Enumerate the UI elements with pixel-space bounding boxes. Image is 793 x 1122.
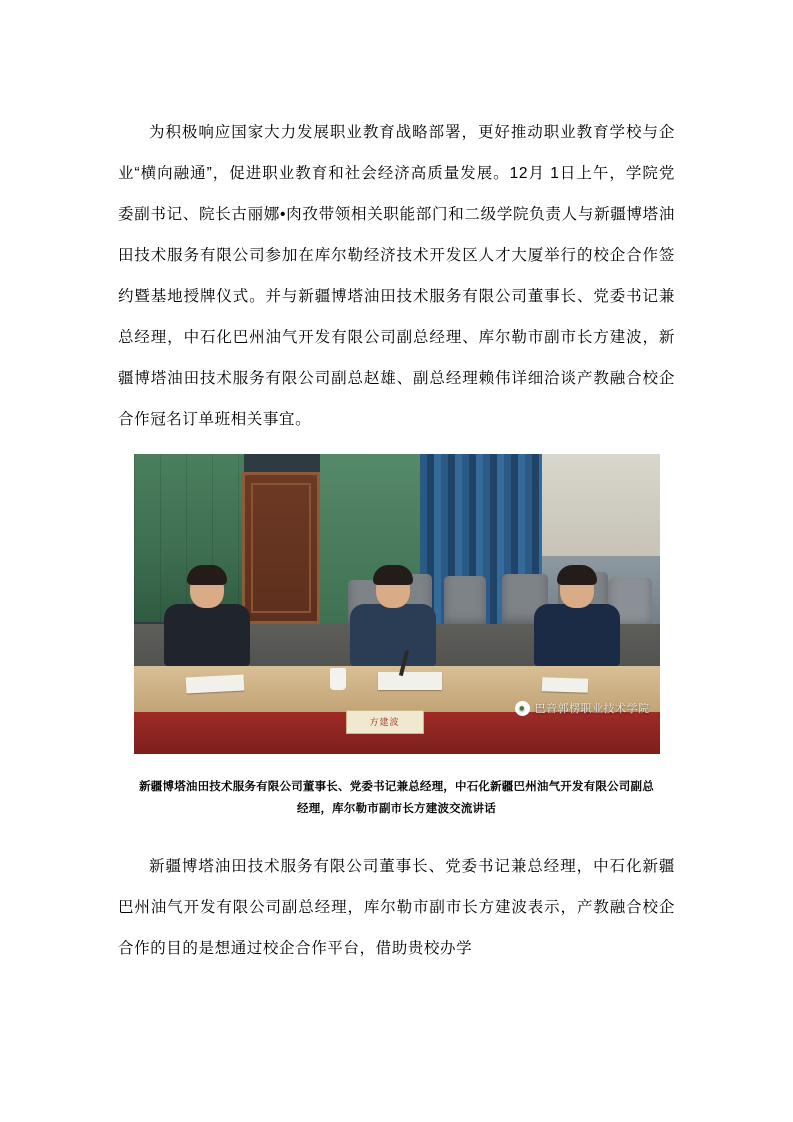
nameplate: 方建波 — [346, 710, 424, 734]
person-body — [350, 604, 436, 666]
cup — [330, 668, 346, 690]
figure-caption: 新疆博塔油田技术服务有限公司董事长、党委书记兼总经理，中石化新疆巴州油气开发有限公司副总经理，库尔勒市副市长方建波交流讲话 — [139, 781, 654, 815]
wechat-icon: ● — [515, 701, 530, 716]
person-head — [560, 570, 594, 608]
person-hair — [187, 565, 227, 585]
documents-on-table — [541, 677, 587, 693]
person-body — [534, 604, 620, 666]
person-hair — [557, 565, 597, 585]
person-hair — [373, 565, 413, 585]
person-left — [164, 570, 250, 666]
paragraph-second: 新疆博塔油田技术服务有限公司董事长、党委书记兼总经理，中石化新疆巴州油气开发有限公司副总经理，库尔勒市副市长方建波表示，产教融合校企合作的目的是想通过校企合作平台，借助贵校办学 — [118, 858, 675, 957]
person-body — [164, 604, 250, 666]
chair — [444, 576, 486, 630]
person-center — [350, 570, 436, 666]
person-head — [376, 570, 410, 608]
documents-on-table — [378, 672, 442, 690]
figure-block — [118, 454, 675, 820]
person-right — [534, 570, 620, 666]
door — [242, 472, 320, 624]
meeting-photo — [134, 454, 660, 754]
paragraph-first: 为积极响应国家大力发展职业教育战略部署，更好推动职业教育学校与企业“横向融通”，促进职业教育和社会经济高质量发展。12月 1日上午，学院党委副书记、院长古丽娜•肉孜带领相关职能部门和二级学院负责人与新疆博塔油田技术服务有限公司参加在库尔勒经济技术开发区人才大厦举行的校企合作签约暨基地授牌仪式。并与新疆博塔油田技术服务有限公司董事长、党委书记兼总经理，中石化巴州油气开发有限公司副总经理、库尔勒市副市长方建波，新疆博塔油田技术服务有限公司副总赵雄、副总经理赖伟详细洽谈产教融合校企合作冠名订单班相关事宜。 — [118, 124, 675, 428]
watermark-label: 巴音郭楞职业技术学院 — [534, 703, 650, 715]
person-head — [190, 570, 224, 608]
documents-on-table — [185, 674, 244, 693]
watermark — [515, 700, 650, 716]
